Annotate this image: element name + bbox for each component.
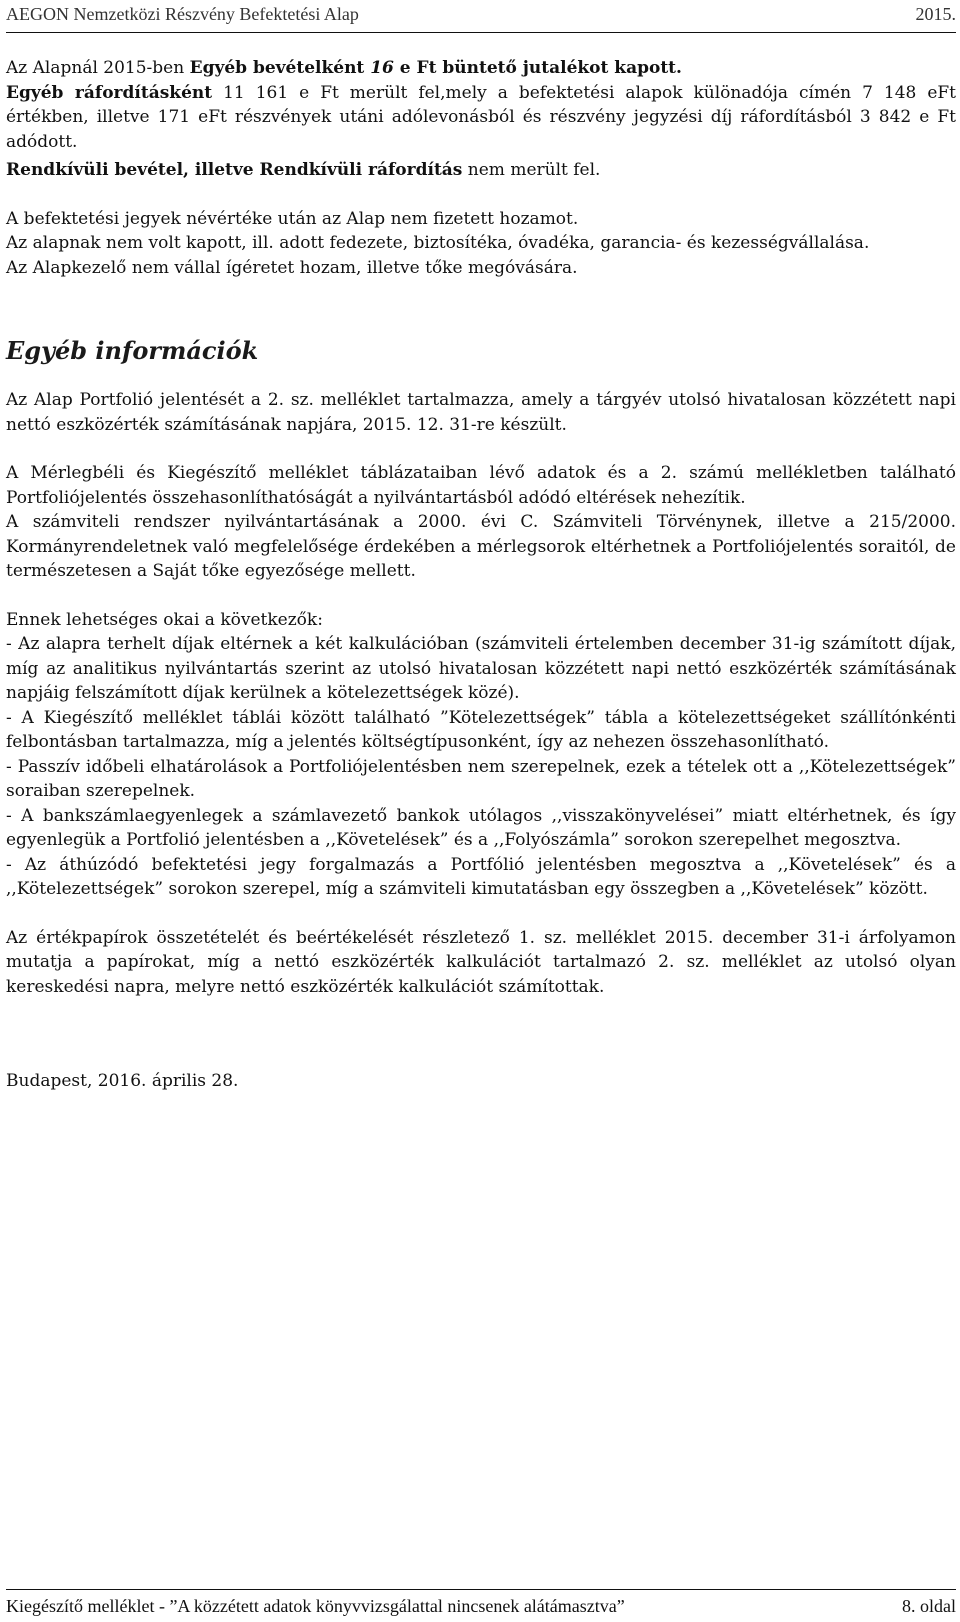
header-year: 2015. (915, 4, 956, 24)
paragraph-accounting-system: A számviteli rendszer nyilvántartásának a 2000. évi C. Számviteli Törvénynek, illetve a 215/2000. Kormányrendeletnek való megfelelősége érdekében a mérlegsorok eltérhetnek a Portfoliójelentés soraitól, de természetesen a Saját tőke egyezősége mellett. (6, 512, 956, 581)
place-date: Budapest, 2016. április 28. (6, 1071, 239, 1091)
paragraph-comparability: A Mérlegbéli és Kiegészítő melléklet táblázataiban lévő adatok és a 2. számú mellékletben található Portfoliójelentés összehasonlíthatóságát a nyilvántartásból adódó eltérések nehezítik. (6, 463, 956, 508)
paragraph-reasons-intro: Ennek lehetséges okai a következők: (6, 609, 323, 630)
header-title: AEGON Nemzetközi Részvény Befektetési Alap (6, 4, 359, 24)
paragraph-other-expenses: Egyéb ráfordításként 11 161 e Ft merült fel,mely a befektetési alapok különadója címén 7 148 eFt értékben, illetve 171 eFt részvények utáni adólevonásból és részvény jegyzési díj ráfordításból 3 842 e Ft adódott. (6, 82, 957, 152)
section-title: Egyéb információk (6, 336, 259, 365)
list-item-fees: - Az alapra terhelt díjak eltérnek a két kalkulációban (számviteli értelemben december 31-ig számított díjak, míg az analitikus nyilvántartás szerint az utolsó hivatalosan közzétett napi nettó eszközérték számításának napjáig felszámított díjak kerülnek a kötelezettségek közé). (6, 634, 956, 703)
list-item-fund-units: - Az áthúzódó befektetési jegy forgalmazás a Portfólió jelentésben megosztva a ,,Követelések” és a ,,Kötelezettségek” sorokon szerepel, míg a számviteli kimutatásban egy összegben a ,,Követelések” között. (6, 854, 956, 899)
page-number: 8. oldal (902, 1596, 956, 1616)
paragraph-other-income: Az Alapnál 2015-ben Egyéb bevételként 16 e Ft büntető jutalékot kapott. (6, 58, 682, 78)
footer-note: Kiegészítő melléklet - ”A közzétett adatok könyvvizsgálattal nincsenek alátámasztva” (6, 1596, 625, 1616)
paragraph-portfolio-report: Az Alap Portfolió jelentését a 2. sz. melléklet tartalmazza, amely a tárgyév utolsó hivatalosan közzétett napi nettó eszközérték számításának napjára, 2015. 12. 31-re készült. (6, 390, 956, 435)
list-item-bank-balances: - A bankszámlaegyenlegek a számlavezető bankok utólagos ,,visszakönyvelései” miatt eltérhetnek, és így egyenlegük a Portfolió jelentésben a ,,Követelések” és a ,,Folyószámla” sorokon szerepelhet megosztva. (6, 805, 956, 850)
paragraph-no-guarantee: Az Alapkezelő nem vállal ígéretet hozam, illetve tőke megóvására. (6, 257, 578, 278)
page-header (6, 0, 956, 33)
document-body (6, 56, 956, 1094)
list-item-liabilities-table: - A Kiegészítő melléklet táblái között található ”Kötelezettségek” tábla a kötelezettségeket szállítónkénti felbontásban tartalmazza, míg a jelentés költségtípusonként, így az nehezen összehasonlítható. (6, 707, 956, 752)
paragraph-no-collateral: Az alapnak nem volt kapott, ill. adott fedezete, biztosítéka, óvadéka, garancia- és kezességvállalása. (6, 233, 870, 253)
list-item-accruals: - Passzív időbeli elhatárolások a Portfoliójelentésben nem szerepelnek, ezek a tételek ott a ,,Kötelezettségek” soraiban szerepelnek. (6, 756, 956, 801)
paragraph-securities: Az értékpapírok összetételét és beértékelését részletező 1. sz. melléklet 2015. december 31-i árfolyamon mutatja a papírokat, míg a nettó eszközérték kalkulációt tartalmazó 2. sz. melléklet az utolsó olyan kereskedési napra, melyre nettó eszközérték kalkulációt számítottak. (6, 927, 956, 997)
paragraph-extraordinary: Rendkívüli bevétel, illetve Rendkívüli ráfordítás nem merült fel. (6, 160, 601, 180)
page-footer (6, 1589, 956, 1618)
paragraph-no-yield: A befektetési jegyek névértéke után az Alap nem fizetett hozamot. (6, 208, 579, 229)
